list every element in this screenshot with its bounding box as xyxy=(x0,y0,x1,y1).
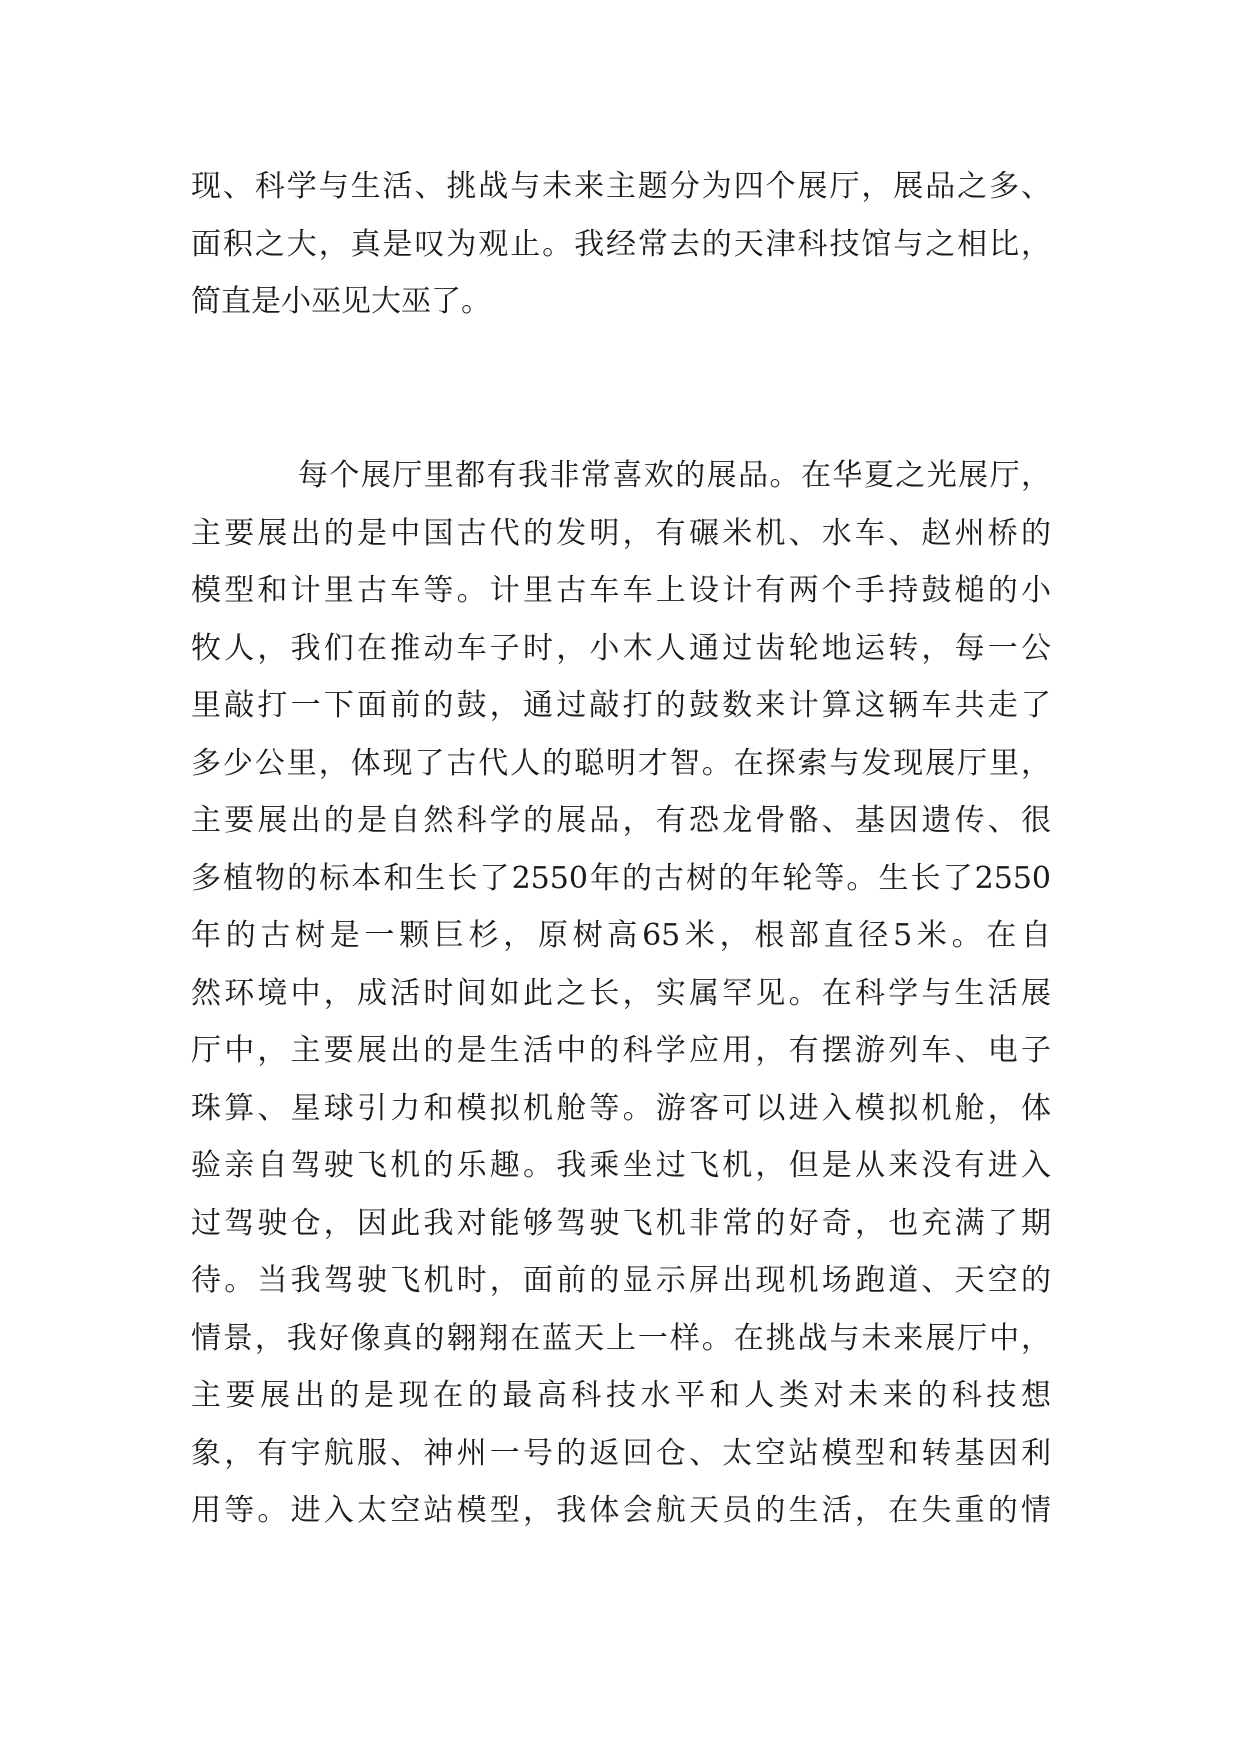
paragraph-line: 待。当我驾驶飞机时，面前的显示屏出现机场跑道、天空的 xyxy=(191,1263,1051,1298)
paragraph-line: 情景，我好像真的翱翔在蓝天上一样。在挑战与未来展厅中， xyxy=(191,1320,1051,1356)
paragraph-line: 多植物的标本和生长了2550年的古树的年轮等。生长了2550 xyxy=(191,860,1051,896)
paragraph-line: 厅中，主要展出的是生活中的科学应用，有摆游列车、电子 xyxy=(191,1033,1051,1068)
paragraph-line: 象，有宇航服、神州一号的返回仓、太空站模型和转基因利 xyxy=(191,1435,1051,1471)
paragraph-line: 年的古树是一颗巨杉，原树高65米，根部直径5米。在自 xyxy=(191,918,1051,953)
paragraph-line: 现、科学与生活、挑战与未来主题分为四个展厅，展品之多、 xyxy=(191,169,1051,204)
paragraph-line: 简直是小巫见大巫了。 xyxy=(191,284,491,319)
paragraph-line: 主要展出的是现在的最高科技水平和人类对未来的科技想 xyxy=(191,1378,1051,1413)
paragraph-line: 主要展出的是中国古代的发明，有碾米机、水车、赵州桥的 xyxy=(191,515,1051,551)
paragraph-2 xyxy=(191,447,1051,1540)
paragraph-line: 每个展厅里都有我非常喜欢的展品。在华夏之光展厅， xyxy=(298,458,1051,493)
paragraph-line: 珠算、星球引力和模拟机舱等。游客可以进入模拟机舱，体 xyxy=(191,1090,1051,1126)
paragraph-line: 里敲打一下面前的鼓，通过敲打的鼓数来计算这辆车共走了 xyxy=(191,688,1051,723)
paragraph-line: 过驾驶仓，因此我对能够驾驶飞机非常的好奇，也充满了期 xyxy=(191,1205,1051,1241)
paragraph-line: 模型和计里古车等。计里古车车上设计有两个手持鼓槌的小 xyxy=(191,573,1051,608)
paragraph-1 xyxy=(191,158,1051,331)
paragraph-line: 多少公里，体现了古代人的聪明才智。在探索与发现展厅里， xyxy=(191,745,1051,781)
paragraph-line: 然环境中，成活时间如此之长，实属罕见。在科学与生活展 xyxy=(191,975,1051,1011)
paragraph-line: 面积之大，真是叹为观止。我经常去的天津科技馆与之相比， xyxy=(191,226,1051,262)
paragraph-line: 验亲自驾驶飞机的乐趣。我乘坐过飞机，但是从来没有进入 xyxy=(191,1148,1051,1183)
paragraph-line: 牧人，我们在推动车子时，小木人通过齿轮地运转，每一公 xyxy=(191,630,1051,666)
paragraph-line: 用等。进入太空站模型，我体会航天员的生活，在失重的情 xyxy=(191,1493,1051,1528)
paragraph-line: 主要展出的是自然科学的展品，有恐龙骨骼、基因遗传、很 xyxy=(191,803,1051,838)
